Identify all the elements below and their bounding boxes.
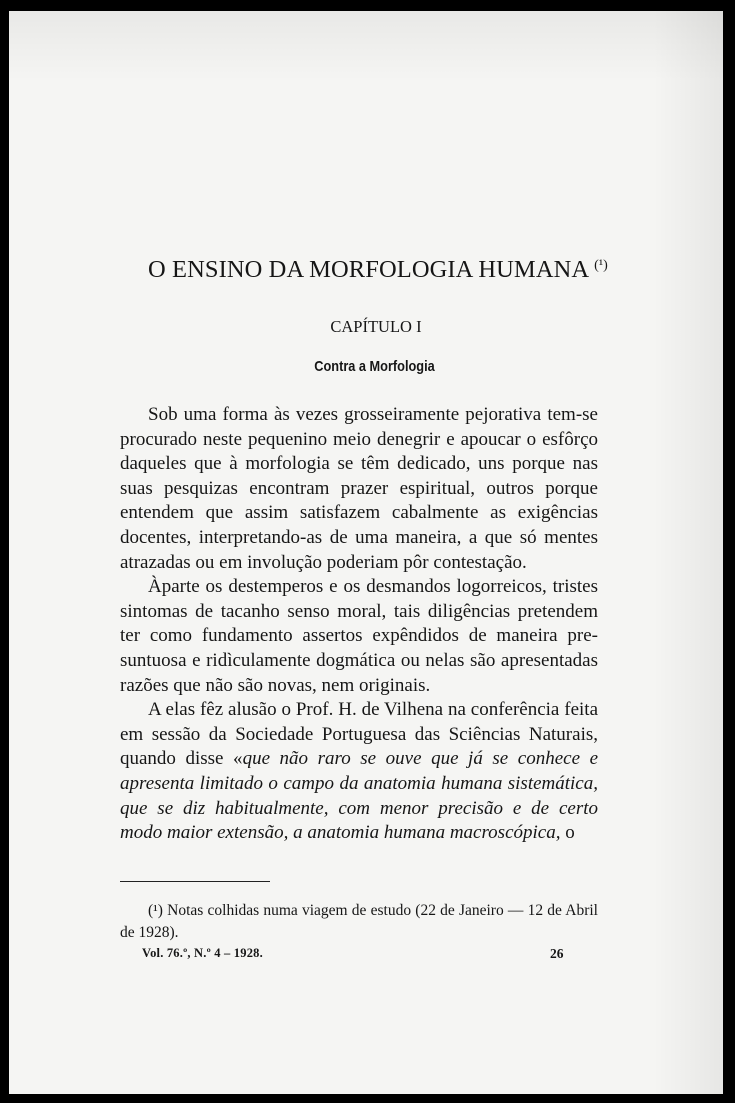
paragraph-3-end: o — [560, 822, 575, 844]
page-number: 26 — [550, 946, 564, 961]
body-text — [120, 403, 598, 846]
document-page — [9, 11, 723, 1094]
paragraph-3-quote: que não raro se ouve que já se conhece e apresenta limitado o campo da anatomia humana sistemática, que se diz habitualmente, com menor precisão e de certo modo maior extensão, a anatomia humana macroscópica, — [120, 748, 599, 844]
paper-shade-right — [653, 11, 723, 1094]
paragraph-1: Sob uma forma às vezes grosseiramente pejorativa tem-se procurado neste pequenino meio denegrir e apoucar o esfôrço daqueles que à morfologia se têm dedicado, uns porque nas suas pesquizas encontram prazer espiritual, outros porque entendem que assim satisfazem cabalmente as exigências docentes, interpretando-as de uma maneira, a que só mentes atrazadas ou em involução poderiam pôr contestação. — [120, 404, 598, 573]
footnote-reference: (¹) — [594, 258, 608, 273]
paragraph-3-start: A elas fêz alusão o Prof. H. de Vilhena na conferência feita em sessão da Sociedade Portuguesa das Sciências Naturais, quando disse « — [120, 699, 598, 770]
footnote-divider — [120, 881, 270, 882]
chapter-heading: CAPÍTULO I — [330, 317, 422, 336]
section-heading: Contra a Morfologia — [314, 358, 435, 375]
paragraph-2: Àparte os destemperos e os desmandos logorreicos, tristes sintomas de tacanho senso moral, tais diligências pretendem ter como fundamento assertos expêndidos de maneira presuntuosa e ridìculamente dogmática ou nelas são apresentadas razões que não são novas, nem originais. — [120, 576, 598, 696]
article-title-text: O ENSINO DA MORFOLOGIA HUMANA — [148, 256, 588, 283]
volume-info: Vol. 76.º, N.º 4 – 1928. — [142, 946, 263, 960]
footnote: (¹) Notas colhidas numa viagem de estudo (22 de Janeiro — 12 de Abril de 1928). — [120, 902, 598, 941]
article-title — [148, 256, 608, 284]
paragraph-3 — [120, 698, 598, 846]
paper-shade-top — [9, 11, 723, 81]
